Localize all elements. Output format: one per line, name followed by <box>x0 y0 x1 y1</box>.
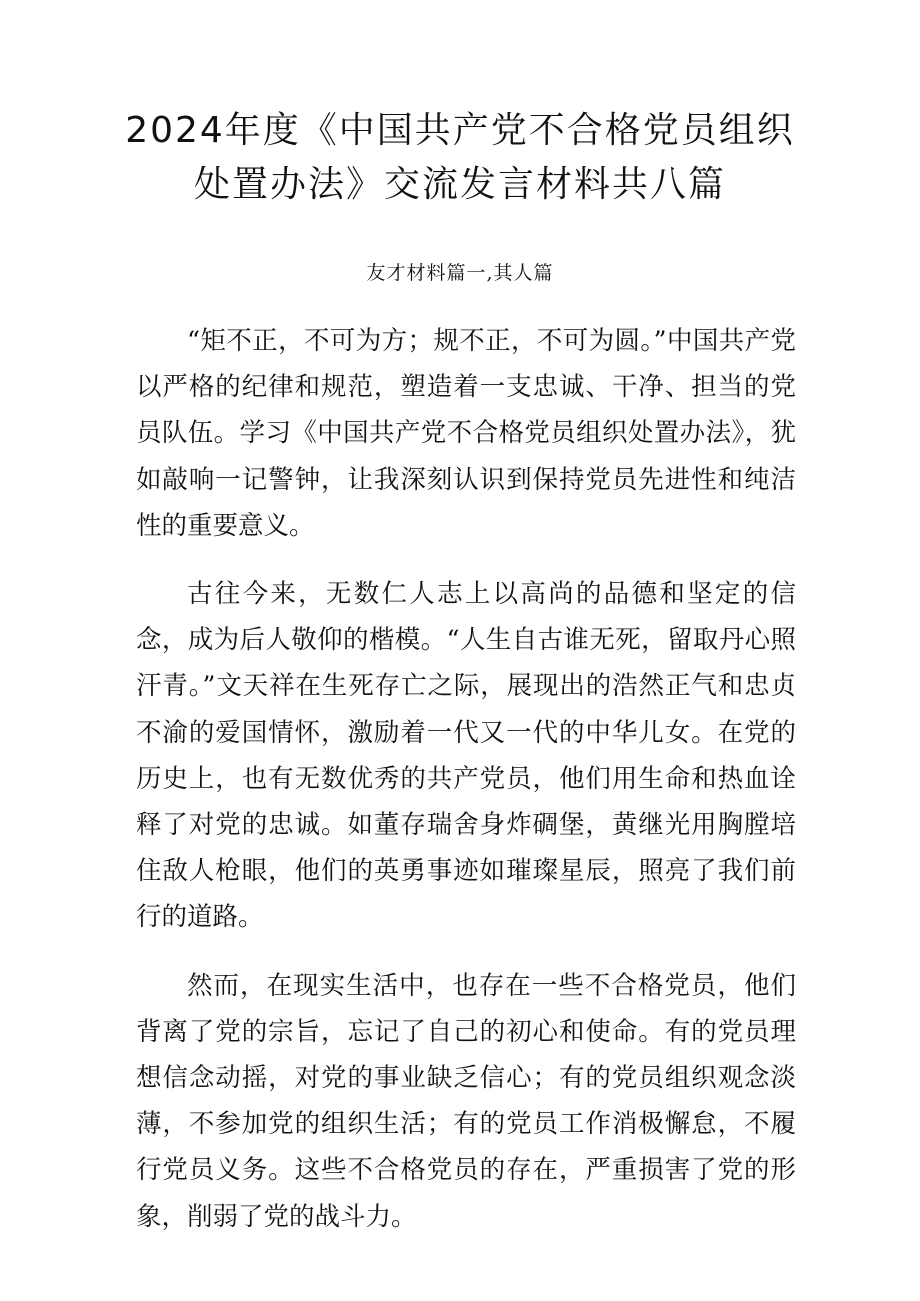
document-body <box>136 318 796 1262</box>
document-title: 2024年度《中国共产党不合格党员组织处置办法》交流发言材料共八篇 <box>125 110 795 205</box>
paragraph-3: 然而，在现实生活中，也存在一些不合格党员，他们背离了党的宗旨，忘记了自己的初心和使命。有的党员理想信念动摇，对党的事业缺乏信心；有的党员组织观念淡薄，不参加党的组织生活；有的党员工作消极懈怠，不履行党员义务。这些不合格党员的存在，严重损害了党的形象，削弱了党的战斗力。 <box>136 970 796 1232</box>
section-subtitle: 友才材料篇一,其人篇 <box>366 262 554 284</box>
paragraph-1: “矩不正，不可为方；规不正，不可为圆。”中国共产党以严格的纪律和规范，塑造着一支忠诚、干净、担当的党员队伍。学习《中国共产党不合格党员组织处置办法》，犹如敲响一记警钟，让我深刻认识到保持党员先进性和纯洁性的重要意义。 <box>136 326 796 541</box>
paragraph-2: 古往今来，无数仁人志上以高尚的品德和坚定的信念，成为后人敬仰的楷模。“人生自古谁无死，留取丹心照汗青。”文天祥在生死存亡之际，展现出的浩然正气和忠贞不渝的爱国情怀，激励着一代又一代的中华儿女。在党的历史上，也有无数优秀的共产党员，他们用生命和热血诠释了对党的忠诚。如董存瑞舍身炸碉堡，黄继光用胸膛培住敌人枪眼，他们的英勇事迹如璀璨星辰，照亮了我们前行的道路。 <box>136 579 796 933</box>
